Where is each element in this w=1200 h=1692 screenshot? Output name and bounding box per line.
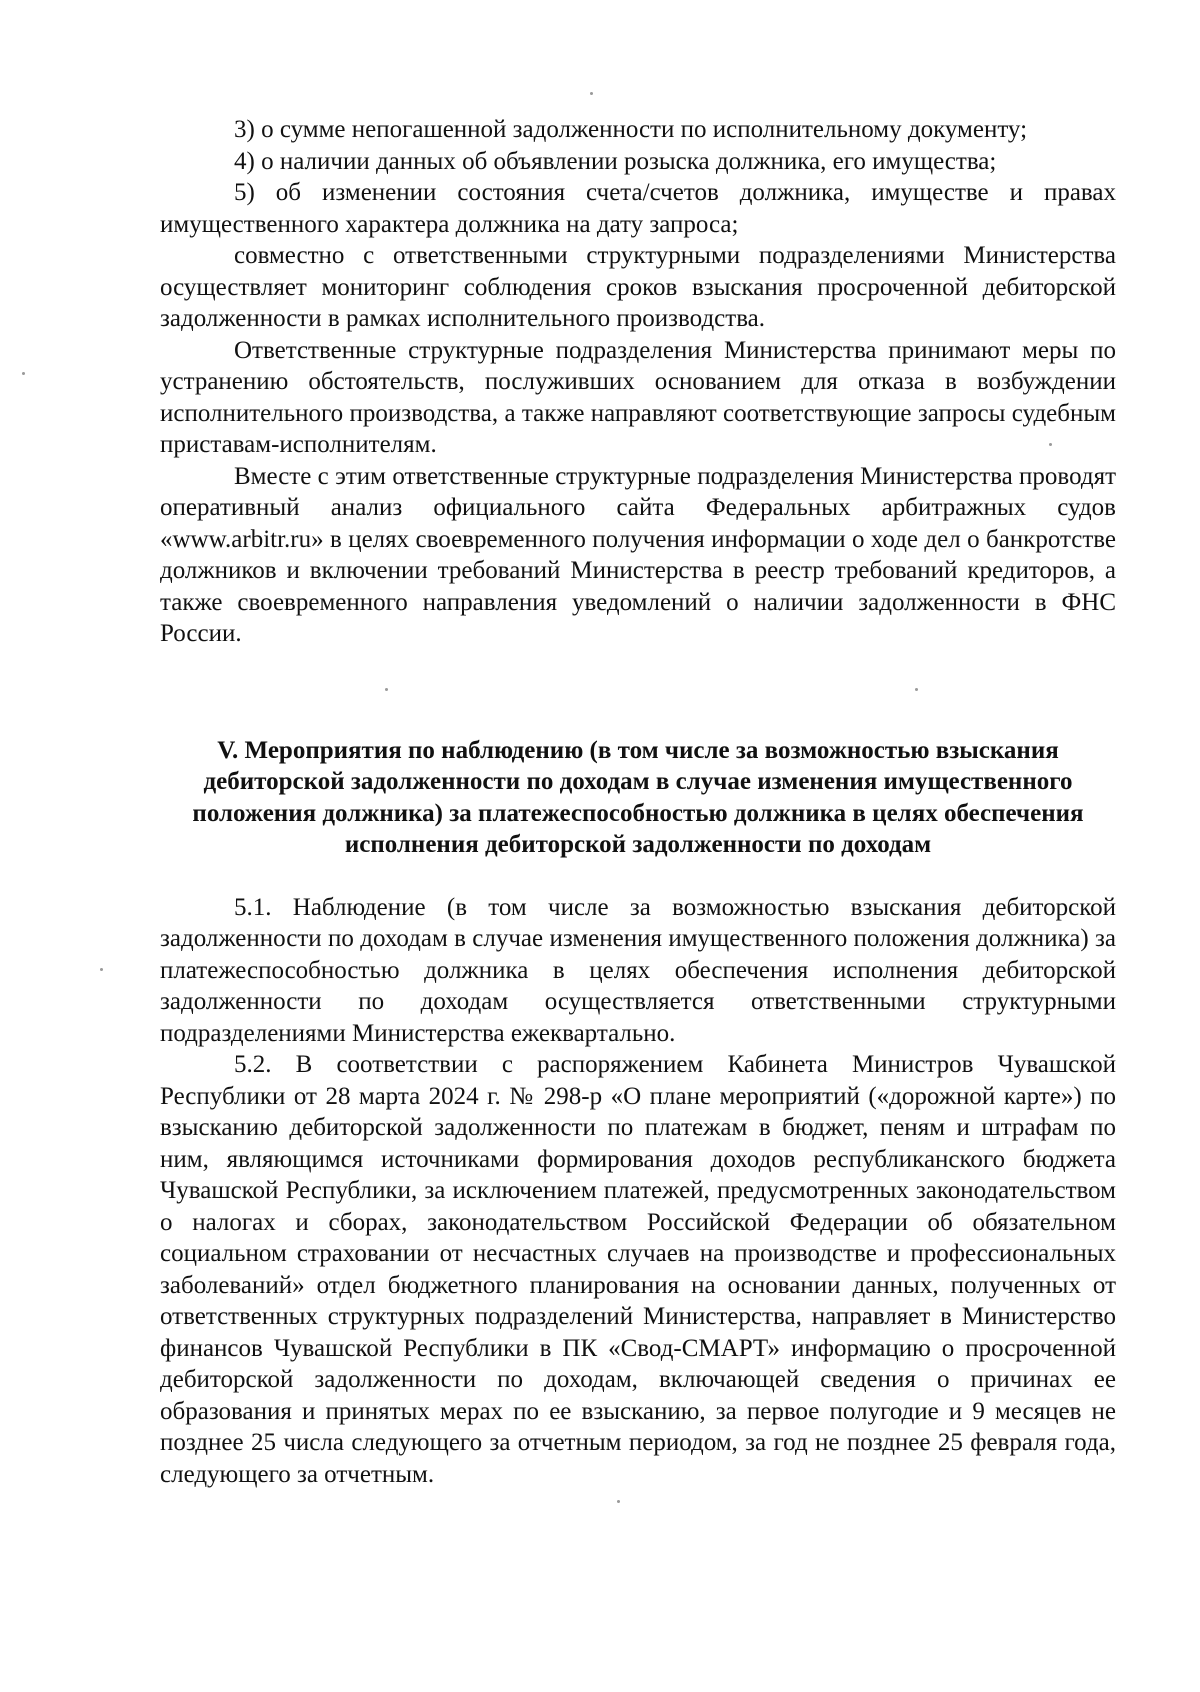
paragraph-5-1: 5.1. Наблюдение (в том числе за возможностью взыскания дебиторской задолженности по доходам в случае изменения имущественного положения должника) за платежеспособностью должника в целях обеспечения исполнения дебиторской задолженности по доходам осуществляется ответственными структурными подразделениями Министерства ежеквартально. (160, 893, 1116, 1047)
paragraph-monitoring: совместно с ответственными структурными подразделениями Министерства осуществляет мониторинг соблюдения сроков взыскания просроченной дебиторской задолженности в рамках исполнительного производства. (160, 242, 1116, 332)
list-item-3: 3) о сумме непогашенной задолженности по исполнительному документу; (234, 116, 1028, 143)
paragraph-arbitr-analysis: Вместе с этим ответственные структурные подразделения Министерства проводят оперативный анализ официального сайта Федеральных арбитражных судов «www.arbitr.ru» в целях своевременного получения информации о ходе дел о банкротстве должников и включении требований Министерства в реестр требований кредиторов, а также своевременного направления уведомлений о наличии задолженности в ФНС России. (160, 462, 1116, 647)
section-heading: V. Мероприятия по наблюдению (в том числе за возможностью взыскания дебиторской задолженности по доходам в случае изменения имущественного положения должника) за платежеспособностью должника в целях обеспечения исполнения дебиторской задолженности по доходам (192, 736, 1084, 858)
scan-speck (590, 92, 593, 95)
paragraph-5-2: 5.2. В соответствии с распоряжением Кабинета Министров Чувашской Республики от 28 марта 2024 г. № 298-р «О плане мероприятий («дорожной карте») по взысканию дебиторской задолженности по платежам в бюджет, пеням и штрафам по ним, являющимся источниками формирования доходов республиканского бюджета Чувашской Республики, за исключением платежей, предусмотренных законодательством о налогах и сборах, законодательством Российской Федерации об обязательном социальном страховании от несчастных случаев на производстве и профессиональных заболеваний» отдел бюджетного планирования на основании данных, полученных от ответственных структурных подразделений Министерства, направляет в Министерство финансов Чувашской Республики в ПК «Свод-СМАРТ» информацию о просроченной дебиторской задолженности по доходам, включающей сведения о причинах ее образования и принятых мерах по ее взысканию, за первое полугодие и 9 месяцев не позднее 25 числа следующего за отчетным периодом, за год не позднее 25 февраля года, следующего за отчетным. (160, 1051, 1116, 1488)
scan-speck (617, 1500, 620, 1503)
heading-spacer (160, 861, 1116, 892)
list-item-5: 5) об изменении состояния счета/счетов должника, имуществе и правах имущественного характера должника на дату запроса; (160, 179, 1116, 238)
paragraph-responsible-units: Ответственные структурные подразделения Министерства принимают меры по устранению обстоятельств, послуживших основанием для отказа в возбуждении исполнительного производства, а также направляют соответствующие запросы судебным приставам-исполнителям. (160, 336, 1116, 458)
section-spacer (160, 650, 1116, 735)
list-item-4: 4) о наличии данных об объявлении розыска должника, его имущества; (234, 147, 997, 175)
scan-speck (100, 968, 103, 971)
scan-speck (22, 372, 25, 375)
document-body (160, 114, 1116, 1490)
